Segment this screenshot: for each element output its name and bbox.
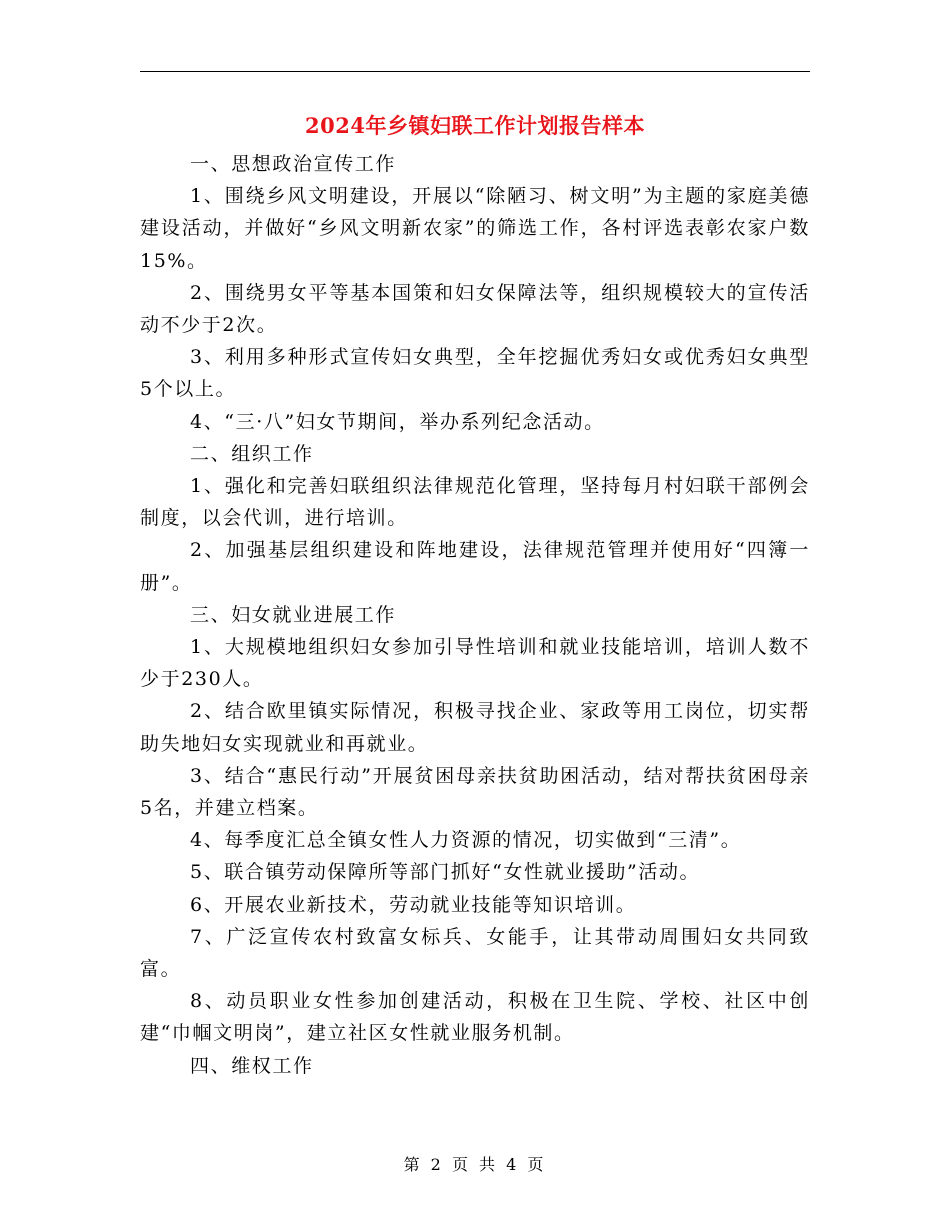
document-title: 2024年乡镇妇联工作计划报告样本 [305,113,645,138]
paragraph-item: 7、广泛宣传农村致富女标兵、女能手，让其带动周围妇女共同致富。 [140,925,810,981]
paragraph-item: 1、大规模地组织妇女参加引导性培训和就业技能培训，培训人数不少于230人。 [140,636,810,691]
paragraph-item: 3、结合“惠民行动”开展贫困母亲扶贫助困活动，结对帮扶贫困母亲5名，并建立档案。 [140,764,810,820]
paragraph-item: 1、围绕乡风文明建设，开展以“除陋习、树文明”为主题的家庭美德建设活动，并做好“乡风文明新农家”的筛选工作，各村评选表彰农家户数15%。 [140,185,810,272]
section-heading-organization: 二、组织工作 [190,442,314,465]
paragraph-item: 4、每季度汇总全镇女性人力资源的情况，切实做到“三清”。 [190,829,742,852]
document-body [140,148,810,1082]
paragraph-item: 2、结合欧里镇实际情况，积极寻找企业、家政等用工岗位，切实帮助失地妇女实现就业和再就业。 [140,700,810,755]
header-rule [140,71,810,72]
section-heading-employment: 三、妇女就业进展工作 [190,603,397,626]
paragraph-item: 3、利用多种形式宣传妇女典型，全年挖掘优秀妇女或优秀妇女典型5个以上。 [140,346,810,401]
paragraph-item: 8、动员职业女性参加创建活动，积极在卫生院、学校、社区中创建“巾帼文明岗”，建立社区女性就业服务机制。 [140,990,810,1045]
page-number: 第 2 页 共 4 页 [403,1155,547,1174]
paragraph-item: 2、加强基层组织建设和阵地建设，法律规范管理并使用好“四簿一册”。 [140,539,810,594]
section-heading-rights: 四、维权工作 [190,1054,314,1077]
paragraph-item: 1、强化和完善妇联组织法律规范化管理，坚持每月村妇联干部例会制度，以会代训，进行培训。 [140,475,810,530]
paragraph-item: 2、围绕男女平等基本国策和妇女保障法等，组织规模较大的宣传活动不少于2次。 [140,281,810,337]
section-heading-ideology: 一、思想政治宣传工作 [190,153,397,175]
paragraph-item: 6、开展农业新技术，劳动就业技能等知识培训。 [190,893,637,916]
paragraph-item: 4、“三·八”妇女节期间，举办系列纪念活动。 [190,410,605,433]
paragraph-item: 5、联合镇劳动保障所等部门抓好“女性就业援助”活动。 [190,861,701,884]
